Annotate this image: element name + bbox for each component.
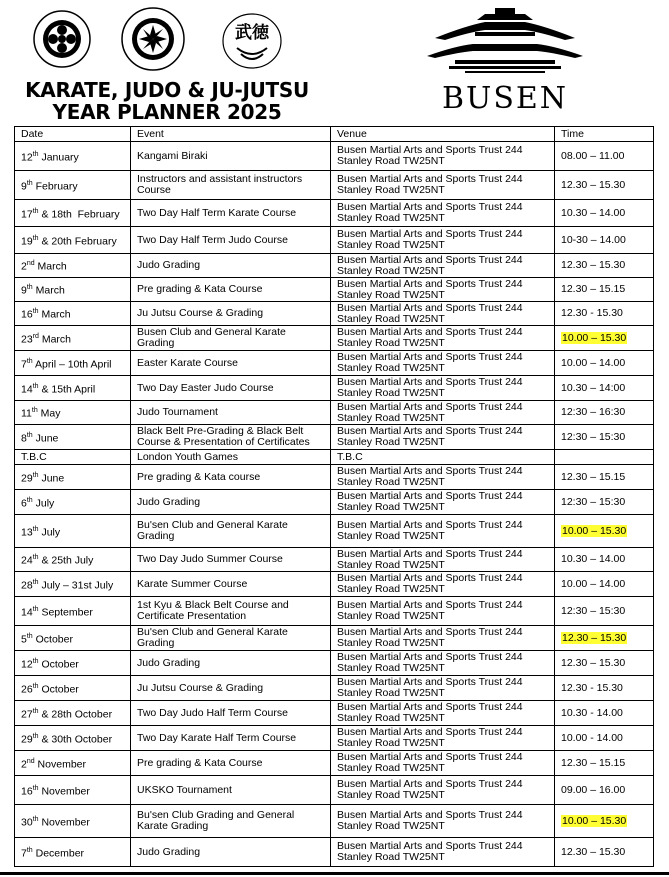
cell-venue: Busen Martial Arts and Sports Trust 244 Stanley Road TW25NT (331, 326, 555, 351)
table-body (15, 142, 654, 867)
cell-date: 14th September (15, 597, 131, 626)
page-title-line1: KARATE, JUDO & JU-JUTSU (25, 78, 309, 102)
cell-time: 12.30 – 15.15 (555, 465, 654, 490)
cell-venue: Busen Martial Arts and Sports Trust 244 Stanley Road TW25NT (331, 425, 555, 450)
cell-venue: Busen Martial Arts and Sports Trust 244 Stanley Road TW25NT (331, 751, 555, 776)
cell-time: 12.30 – 15.15 (555, 751, 654, 776)
cell-time: 10.00 – 14.00 (555, 572, 654, 597)
cell-venue: Busen Martial Arts and Sports Trust 244 Stanley Road TW25NT (331, 572, 555, 597)
table-row (15, 572, 654, 597)
cell-date: 23rd March (15, 326, 131, 351)
table-row (15, 376, 654, 401)
cell-venue: Busen Martial Arts and Sports Trust 244 Stanley Road TW25NT (331, 254, 555, 278)
cell-venue: Busen Martial Arts and Sports Trust 244 Stanley Road TW25NT (331, 227, 555, 254)
cell-venue: Busen Martial Arts and Sports Trust 244 Stanley Road TW25NT (331, 200, 555, 227)
cell-event: Pre grading & Kata Course (131, 751, 331, 776)
cell-venue: Busen Martial Arts and Sports Trust 244 Stanley Road TW25NT (331, 776, 555, 805)
cell-time: 08.00 – 11.00 (555, 142, 654, 171)
table-row (15, 401, 654, 425)
table-row (15, 142, 654, 171)
cell-venue: Busen Martial Arts and Sports Trust 244 Stanley Road TW25NT (331, 278, 555, 302)
cell-time: 10.30 – 14.00 (555, 200, 654, 227)
cell-event: Karate Summer Course (131, 572, 331, 597)
cell-time: 12:30 – 15:30 (555, 490, 654, 515)
cell-date: 16th November (15, 776, 131, 805)
cell-time: 12.30 – 15.30 (555, 626, 654, 651)
cell-event: Bu'sen Club and General Karate Grading (131, 515, 331, 548)
cell-venue: Busen Martial Arts and Sports Trust 244 Stanley Road TW25NT (331, 838, 555, 867)
cell-date: 27th & 28th October (15, 701, 131, 726)
cell-event: Ju Jutsu Course & Grading (131, 676, 331, 701)
table-row (15, 701, 654, 726)
cell-time: 10-30 – 14.00 (555, 227, 654, 254)
cell-time: 12.30 - 15.30 (555, 676, 654, 701)
cell-event: Two Day Half Term Karate Course (131, 200, 331, 227)
cell-date: 2nd November (15, 751, 131, 776)
cell-venue: Busen Martial Arts and Sports Trust 244 Stanley Road TW25NT (331, 548, 555, 572)
cell-time: 10.00 – 15.30 (555, 515, 654, 548)
table-row (15, 351, 654, 376)
cell-time: 10.30 – 14.00 (555, 548, 654, 572)
cell-venue: Busen Martial Arts and Sports Trust 244 Stanley Road TW25NT (331, 651, 555, 676)
column-header-event: Event (131, 127, 331, 142)
cell-date: 14th & 15th April (15, 376, 131, 401)
cell-date: 29th & 30th October (15, 726, 131, 751)
table-row (15, 776, 654, 805)
cell-date: 6th July (15, 490, 131, 515)
cell-time: 10.00 - 14.00 (555, 726, 654, 751)
table-row (15, 838, 654, 867)
uk-shinkyo-karate-logo (33, 10, 91, 68)
cell-event: Judo Tournament (131, 401, 331, 425)
cell-date: 24th & 25th July (15, 548, 131, 572)
cell-venue: Busen Martial Arts and Sports Trust 244 Stanley Road TW25NT (331, 805, 555, 838)
table-row (15, 254, 654, 278)
cell-venue: Busen Martial Arts and Sports Trust 244 Stanley Road TW25NT (331, 142, 555, 171)
cell-time: 12:30 – 15:30 (555, 425, 654, 450)
cell-date: 9th March (15, 278, 131, 302)
table-row (15, 676, 654, 701)
page-header (0, 0, 669, 124)
cell-date: 8th June (15, 425, 131, 450)
anglo-japanese-jujutsu-logo (121, 7, 185, 71)
cell-venue: Busen Martial Arts and Sports Trust 244 Stanley Road TW25NT (331, 626, 555, 651)
cell-event: Judo Grading (131, 490, 331, 515)
table-row (15, 227, 654, 254)
cell-venue: Busen Martial Arts and Sports Trust 244 Stanley Road TW25NT (331, 515, 555, 548)
cell-venue: Busen Martial Arts and Sports Trust 244 Stanley Road TW25NT (331, 597, 555, 626)
cell-venue: Busen Martial Arts and Sports Trust 244 Stanley Road TW25NT (331, 302, 555, 326)
year-planner-table (14, 126, 654, 867)
cell-time: 09.00 – 16.00 (555, 776, 654, 805)
table-row (15, 425, 654, 450)
cell-event: Two Day Half Term Judo Course (131, 227, 331, 254)
cell-date: 17th & 18th February (15, 200, 131, 227)
cell-time: 12:30 – 16:30 (555, 401, 654, 425)
table-row (15, 326, 654, 351)
cell-venue: Busen Martial Arts and Sports Trust 244 Stanley Road TW25NT (331, 465, 555, 490)
table-header-row (15, 127, 654, 142)
table-row (15, 490, 654, 515)
cell-venue: T.B.C (331, 450, 555, 465)
table-row (15, 200, 654, 227)
cell-venue: Busen Martial Arts and Sports Trust 244 Stanley Road TW25NT (331, 376, 555, 401)
cell-event: Pre grading & Kata course (131, 465, 331, 490)
cell-event: Black Belt Pre-Grading & Black Belt Course & Presentation of Certificates (131, 425, 331, 450)
table-row (15, 278, 654, 302)
cell-event: Ju Jutsu Course & Grading (131, 302, 331, 326)
cell-event: London Youth Games (131, 450, 331, 465)
svg-text:武徳: 武徳 (235, 23, 269, 43)
cell-time: 12.30 - 15.30 (555, 302, 654, 326)
cell-venue: Busen Martial Arts and Sports Trust 244 Stanley Road TW25NT (331, 351, 555, 376)
cell-event: Two Day Easter Judo Course (131, 376, 331, 401)
cell-venue: Busen Martial Arts and Sports Trust 244 Stanley Road TW25NT (331, 401, 555, 425)
table-row (15, 805, 654, 838)
cell-date: 12th January (15, 142, 131, 171)
cell-time: 12.30 – 15.30 (555, 651, 654, 676)
cell-date: 29th June (15, 465, 131, 490)
cell-date: 13th July (15, 515, 131, 548)
cell-event: Judo Grading (131, 651, 331, 676)
cell-date: 28th July – 31st July (15, 572, 131, 597)
cell-event: Instructors and assistant instructors Course (131, 171, 331, 200)
cell-event: Bu'sen Club and General Karate Grading (131, 626, 331, 651)
table-row (15, 450, 654, 465)
cell-venue: Busen Martial Arts and Sports Trust 244 Stanley Road TW25NT (331, 490, 555, 515)
cell-event: Two Day Judo Half Term Course (131, 701, 331, 726)
table-row (15, 597, 654, 626)
cell-time: 10.30 – 14:00 (555, 376, 654, 401)
cell-time: 12.30 – 15.30 (555, 171, 654, 200)
cell-event: Judo Grading (131, 838, 331, 867)
column-header-date: Date (15, 127, 131, 142)
cell-date: 19th & 20th February (15, 227, 131, 254)
table-row (15, 465, 654, 490)
cell-venue: Busen Martial Arts and Sports Trust 244 Stanley Road TW25NT (331, 701, 555, 726)
cell-event: Kangami Biraki (131, 142, 331, 171)
table-row (15, 302, 654, 326)
cell-time: 10.00 – 14.00 (555, 351, 654, 376)
page-bottom-rule (0, 872, 669, 875)
cell-event: Pre grading & Kata Course (131, 278, 331, 302)
cell-venue: Busen Martial Arts and Sports Trust 244 Stanley Road TW25NT (331, 171, 555, 200)
cell-event: Two Day Karate Half Term Course (131, 726, 331, 751)
cell-time (555, 450, 654, 465)
cell-date: 11th May (15, 401, 131, 425)
cell-event: UKSKO Tournament (131, 776, 331, 805)
cell-venue: Busen Martial Arts and Sports Trust 244 Stanley Road TW25NT (331, 676, 555, 701)
cell-date: 5th October (15, 626, 131, 651)
table-row (15, 751, 654, 776)
table-row (15, 626, 654, 651)
column-header-time: Time (555, 127, 654, 142)
page-title-line2: YEAR PLANNER 2025 (52, 100, 282, 124)
cell-venue: Busen Martial Arts and Sports Trust 244 Stanley Road TW25NT (331, 726, 555, 751)
cell-date: 2nd March (15, 254, 131, 278)
table-row (15, 651, 654, 676)
cell-time: 12:30 – 15:30 (555, 597, 654, 626)
cell-date: 12th October (15, 651, 131, 676)
budo-kanji-logo (221, 12, 283, 70)
table-row (15, 171, 654, 200)
cell-time: 10.00 – 15.30 (555, 326, 654, 351)
cell-date: 9th February (15, 171, 131, 200)
cell-event: Easter Karate Course (131, 351, 331, 376)
cell-time: 10.00 – 15.30 (555, 805, 654, 838)
cell-date: 30th November (15, 805, 131, 838)
table-row (15, 515, 654, 548)
table-row (15, 726, 654, 751)
cell-date: 26th October (15, 676, 131, 701)
cell-event: 1st Kyu & Black Belt Course and Certificate Presentation (131, 597, 331, 626)
cell-time: 12.30 – 15.30 (555, 838, 654, 867)
cell-event: Busen Club and General Karate Grading (131, 326, 331, 351)
busen-logo (425, 8, 585, 116)
cell-event: Judo Grading (131, 254, 331, 278)
cell-time: 12.30 – 15.30 (555, 254, 654, 278)
cell-date: 7th December (15, 838, 131, 867)
cell-date: 7th April – 10th April (15, 351, 131, 376)
cell-date: T.B.C (15, 450, 131, 465)
cell-event: Bu'sen Club Grading and General Karate Grading (131, 805, 331, 838)
svg-text:BUSEN: BUSEN (441, 81, 569, 116)
cell-time: 10.30 - 14.00 (555, 701, 654, 726)
table-row (15, 548, 654, 572)
cell-time: 12.30 – 15.15 (555, 278, 654, 302)
cell-date: 16th March (15, 302, 131, 326)
column-header-venue: Venue (331, 127, 555, 142)
cell-event: Two Day Judo Summer Course (131, 548, 331, 572)
